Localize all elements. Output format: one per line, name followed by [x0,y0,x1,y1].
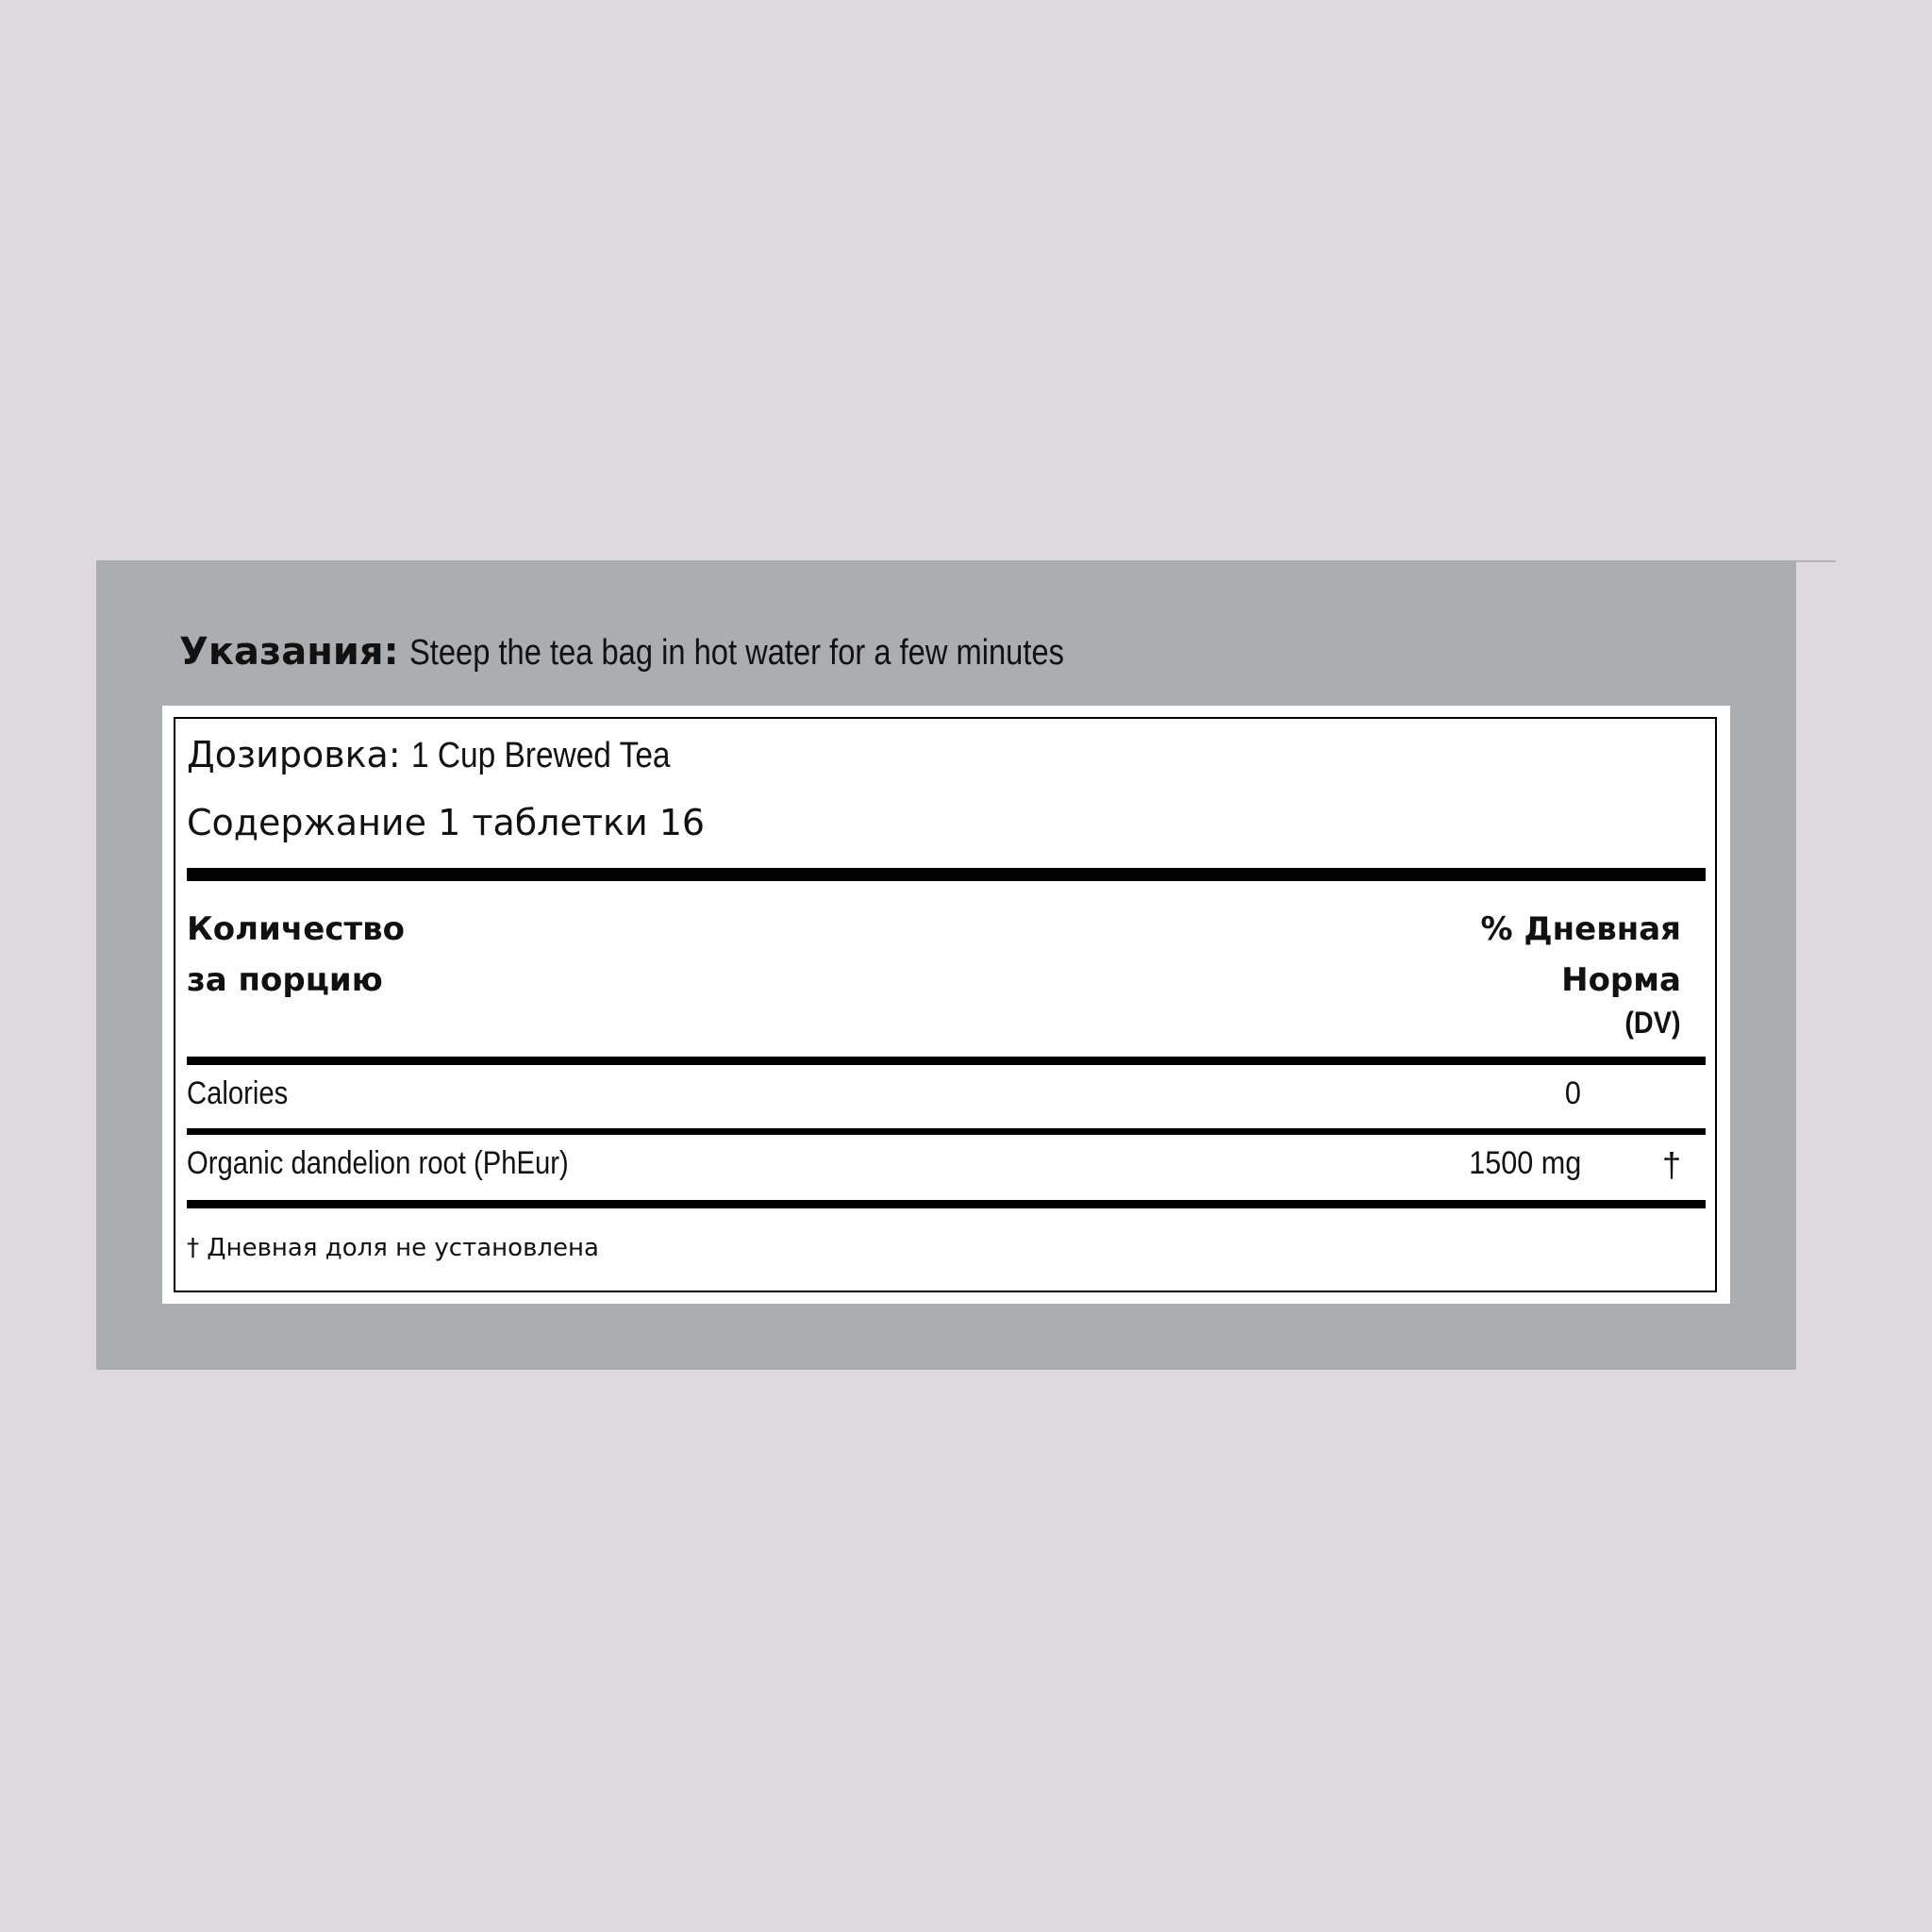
nutrient-amount: 0 [1564,1075,1581,1111]
dv-header-line3: (DV) [1624,1006,1681,1040]
nutrient-amount: 1500 mg [1468,1145,1581,1181]
serving-size-label: Дозировка: [187,734,401,775]
amount-per-serving-header [187,904,405,1006]
divider-medium [187,1057,1706,1065]
daily-value-header [1480,904,1681,1040]
dv-header-line2: Норма [1561,961,1681,999]
divider-thin [187,1128,1706,1135]
serving-size [187,734,706,776]
panel-edge-line [1794,560,1836,562]
serving-size-value: 1 Cup Brewed Tea [410,736,671,775]
nutrient-name: Organic dandelion root (PhEur) [187,1145,569,1181]
supplement-facts-box [174,717,1717,1292]
servings-per-container: Содержание 1 таблетки 16 [187,802,706,843]
nutrient-name: Calories [187,1075,289,1111]
divider-bottom [187,1200,1706,1208]
amount-header-line1: Количество [187,910,406,948]
nutrient-dv: † [1661,1145,1681,1184]
dv-header-line1: % Дневная [1480,910,1681,948]
divider-thick [187,868,1706,881]
footnote: † Дневная доля не установлена [187,1234,599,1262]
directions-label: Указания: [179,630,399,674]
amount-header-line2: за порцию [187,961,383,999]
directions-text: Steep the tea bag in hot water for a few minutes [408,633,1064,673]
directions [179,630,1171,674]
